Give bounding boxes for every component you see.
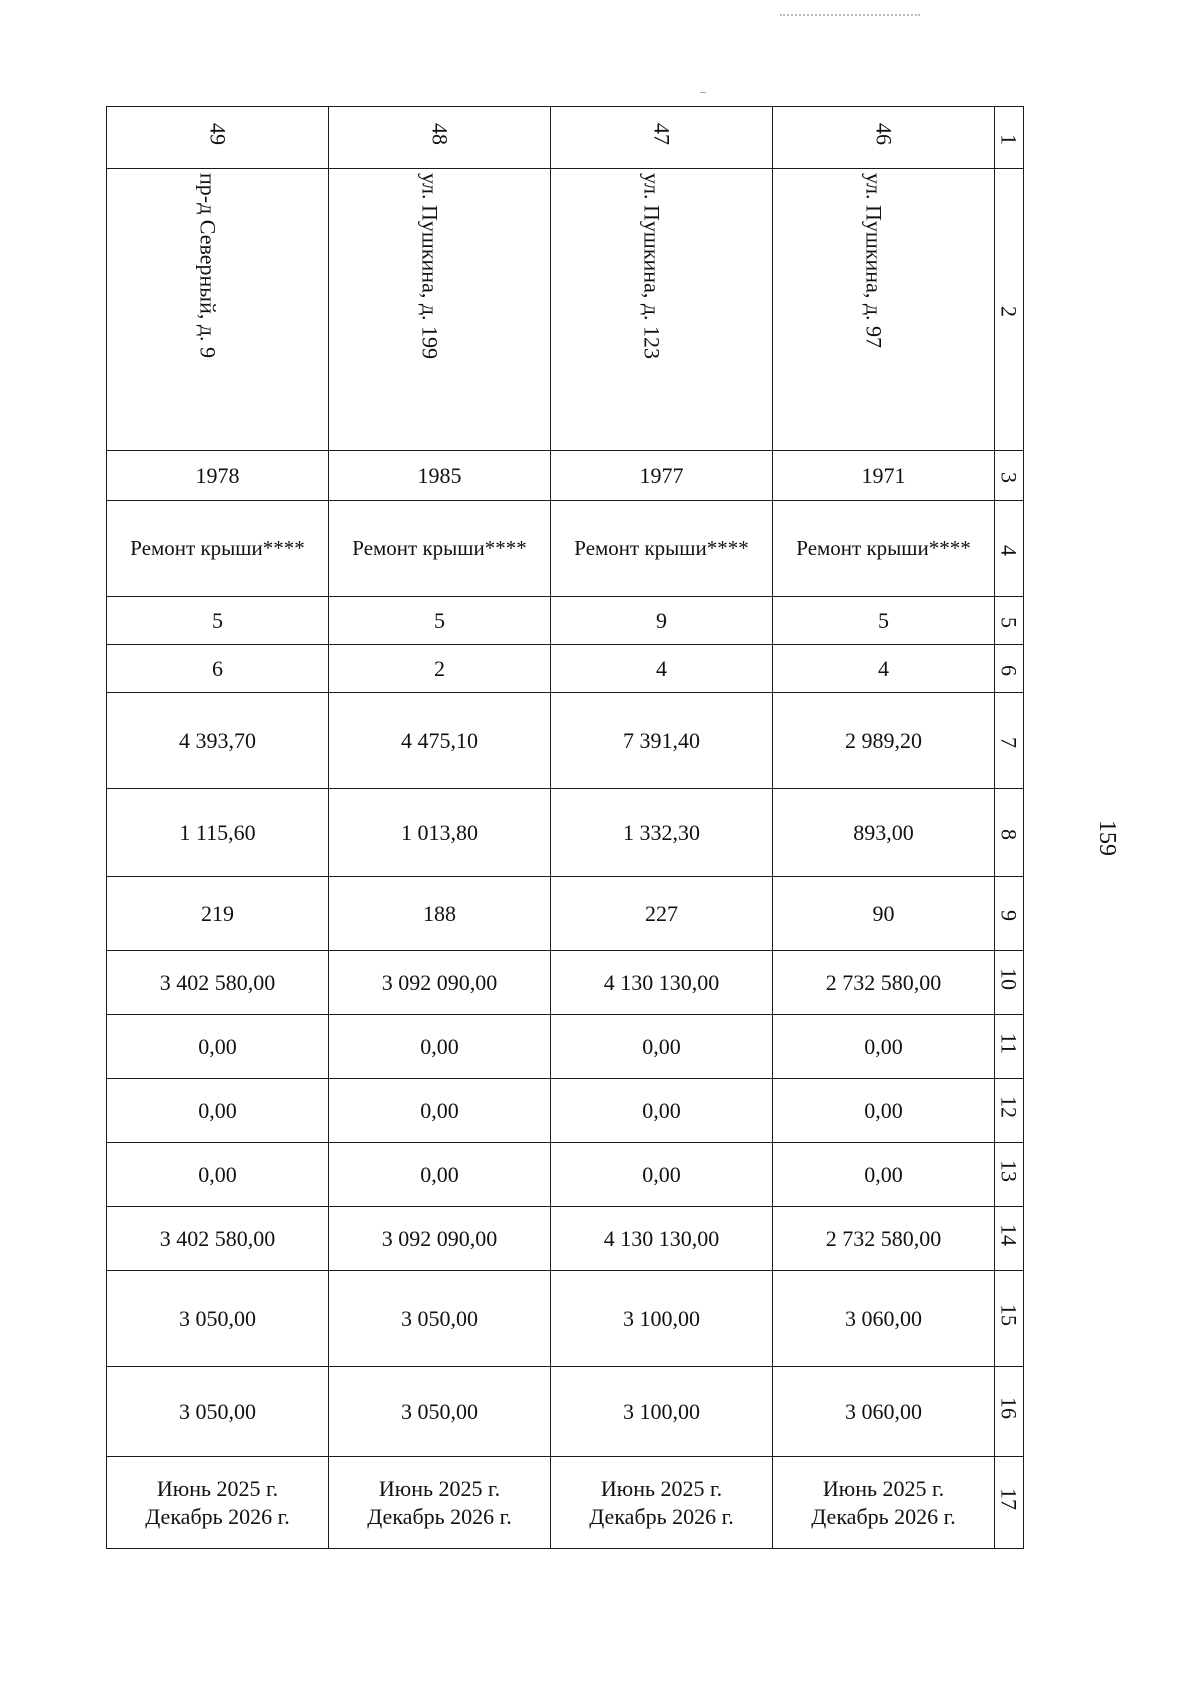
cell-value: 4 xyxy=(878,655,889,681)
cell-value: 0,00 xyxy=(420,1161,459,1187)
cell-value: 0,00 xyxy=(198,1097,237,1123)
table-cell xyxy=(107,693,329,789)
cell-value: 2 732 580,00 xyxy=(825,969,942,995)
cell-value: 5 xyxy=(434,607,445,633)
table-cell xyxy=(107,1207,329,1271)
column-number: 16 xyxy=(996,1397,1022,1420)
cell-value: 5 xyxy=(878,607,889,633)
cell-value: 2 xyxy=(434,655,445,681)
cell-value: 3 092 090,00 xyxy=(381,969,498,995)
cell-value: 4 393,70 xyxy=(179,727,256,753)
column-number: 9 xyxy=(996,909,1022,921)
cell-value: 1971 xyxy=(861,462,906,488)
table-row xyxy=(107,693,1024,789)
table-cell xyxy=(107,1143,329,1207)
table-cell xyxy=(773,1143,995,1207)
cell-value: 3 050,00 xyxy=(179,1305,256,1331)
table-cell xyxy=(551,597,773,645)
column-number: 1 xyxy=(996,133,1022,145)
column-number: 14 xyxy=(996,1224,1022,1247)
column-number-cell xyxy=(995,451,1024,501)
cell-value: 0,00 xyxy=(420,1033,459,1059)
table-cell xyxy=(551,877,773,951)
table-cell xyxy=(551,789,773,877)
table-cell xyxy=(551,169,773,451)
table-cell xyxy=(329,1367,551,1457)
start-date: Июнь 2025 г. xyxy=(822,1476,945,1501)
cell-value: 3 100,00 xyxy=(623,1305,700,1331)
table-row xyxy=(107,1079,1024,1143)
table-cell xyxy=(551,645,773,693)
column-number: 5 xyxy=(996,616,1022,628)
cell-value: 3 050,00 xyxy=(179,1398,256,1424)
cell-value: 3 050,00 xyxy=(401,1305,478,1331)
table-cell xyxy=(329,877,551,951)
end-date: Декабрь 2026 г. xyxy=(811,1503,956,1529)
table-cell xyxy=(551,451,773,501)
table-row xyxy=(107,501,1024,597)
cell-value: 1977 xyxy=(639,462,684,488)
column-number-cell xyxy=(995,1143,1024,1207)
column-number: 3 xyxy=(996,471,1022,483)
cell-value: 4 130 130,00 xyxy=(603,969,720,995)
table-cell xyxy=(107,645,329,693)
column-number: 15 xyxy=(996,1304,1022,1327)
cell-value: 9 xyxy=(656,607,667,633)
cell-value: 5 xyxy=(212,607,223,633)
table-cell xyxy=(773,1015,995,1079)
cell-value: 0,00 xyxy=(420,1097,459,1123)
column-number-cell xyxy=(995,1015,1024,1079)
end-date: Декабрь 2026 г. xyxy=(589,1503,734,1529)
table-cell xyxy=(773,877,995,951)
column-number-cell xyxy=(995,169,1024,451)
table-row xyxy=(107,1207,1024,1271)
address: ул. Пушкина, д. 123 xyxy=(639,173,665,360)
cell-value: 0,00 xyxy=(642,1161,681,1187)
table-cell xyxy=(773,1079,995,1143)
table-cell xyxy=(773,107,995,169)
table-cell xyxy=(329,169,551,451)
table-cell xyxy=(773,1271,995,1367)
column-number: 4 xyxy=(996,544,1022,556)
table-cell xyxy=(773,1207,995,1271)
column-number-cell xyxy=(995,597,1024,645)
cell-value: 1 013,80 xyxy=(401,819,478,845)
table-cell xyxy=(107,1457,329,1549)
cell-value: 0,00 xyxy=(642,1097,681,1123)
table-cell xyxy=(551,693,773,789)
start-date: Июнь 2025 г. xyxy=(378,1476,501,1501)
cell-value: 0,00 xyxy=(642,1033,681,1059)
address: пр-д Северный, д. 9 xyxy=(195,173,221,359)
cell-value: 3 402 580,00 xyxy=(159,1225,276,1251)
column-number: 11 xyxy=(996,1032,1022,1054)
table-cell xyxy=(773,501,995,597)
column-number-cell xyxy=(995,1367,1024,1457)
column-number: 2 xyxy=(996,305,1022,317)
cell-value: 3 100,00 xyxy=(623,1398,700,1424)
cell-value: 2 732 580,00 xyxy=(825,1225,942,1251)
column-number: 17 xyxy=(996,1488,1022,1511)
column-number-cell xyxy=(995,1457,1024,1549)
table-cell xyxy=(551,1271,773,1367)
end-date: Декабрь 2026 г. xyxy=(145,1503,290,1529)
table-cell xyxy=(329,451,551,501)
column-number: 7 xyxy=(996,736,1022,748)
column-number-cell xyxy=(995,1207,1024,1271)
table-row xyxy=(107,951,1024,1015)
table-cell xyxy=(329,1079,551,1143)
cell-value: 0,00 xyxy=(864,1033,903,1059)
table-cell xyxy=(329,501,551,597)
cell-value: 893,00 xyxy=(853,819,914,845)
table-row xyxy=(107,645,1024,693)
column-number-cell xyxy=(995,1079,1024,1143)
data-table xyxy=(106,106,1024,1549)
table-row xyxy=(107,1143,1024,1207)
table-row xyxy=(107,169,1024,451)
table-row xyxy=(107,789,1024,877)
cell-value: 2 989,20 xyxy=(845,727,922,753)
table-cell xyxy=(107,1271,329,1367)
start-date: Июнь 2025 г. xyxy=(600,1476,723,1501)
end-date: Декабрь 2026 г. xyxy=(367,1503,512,1529)
cell-value: 90 xyxy=(872,900,895,926)
table-cell xyxy=(107,789,329,877)
column-number-cell xyxy=(995,501,1024,597)
cell-value: 188 xyxy=(423,900,456,926)
table-cell xyxy=(551,1079,773,1143)
column-number: 12 xyxy=(996,1096,1022,1119)
table-cell xyxy=(329,597,551,645)
table-cell xyxy=(551,1457,773,1549)
table-cell xyxy=(329,951,551,1015)
table-cell xyxy=(329,1457,551,1549)
column-number-cell xyxy=(995,877,1024,951)
table-cell xyxy=(773,645,995,693)
table-cell xyxy=(551,951,773,1015)
cell-value: 1985 xyxy=(417,462,462,488)
scan-artifact xyxy=(700,92,706,93)
page-number: 159 xyxy=(1094,820,1120,856)
column-number-cell xyxy=(995,693,1024,789)
table-cell xyxy=(773,169,995,451)
table-cell xyxy=(107,877,329,951)
table-cell xyxy=(551,1367,773,1457)
row-number: 46 xyxy=(871,123,897,146)
row-number: 47 xyxy=(649,123,675,146)
row-number: 48 xyxy=(427,123,453,146)
column-number: 8 xyxy=(996,828,1022,840)
table-cell xyxy=(551,107,773,169)
cell-value: 4 130 130,00 xyxy=(603,1225,720,1251)
cell-value: 3 050,00 xyxy=(401,1398,478,1424)
column-number-cell xyxy=(995,1271,1024,1367)
repair-schedule-table xyxy=(106,106,1024,1549)
table-cell xyxy=(551,1143,773,1207)
table-cell xyxy=(107,1015,329,1079)
table-cell xyxy=(551,1015,773,1079)
table-cell xyxy=(773,597,995,645)
column-number: 13 xyxy=(996,1160,1022,1183)
table-row xyxy=(107,1271,1024,1367)
cell-value: Ремонт крыши**** xyxy=(130,536,305,561)
table-cell xyxy=(329,1143,551,1207)
table-cell xyxy=(107,1079,329,1143)
cell-value: 3 402 580,00 xyxy=(159,969,276,995)
table-cell xyxy=(773,1367,995,1457)
table-cell xyxy=(329,107,551,169)
cell-value: 6 xyxy=(212,655,223,681)
table-cell xyxy=(773,951,995,1015)
cell-value: 0,00 xyxy=(864,1161,903,1187)
cell-value: Ремонт крыши**** xyxy=(796,536,971,561)
cell-value: 227 xyxy=(645,900,678,926)
column-number: 6 xyxy=(996,664,1022,676)
table-cell xyxy=(329,789,551,877)
table-cell xyxy=(329,693,551,789)
table-cell xyxy=(329,645,551,693)
table-cell xyxy=(773,451,995,501)
column-number-cell xyxy=(995,107,1024,169)
cell-value: 1 332,30 xyxy=(623,819,700,845)
start-date: Июнь 2025 г. xyxy=(156,1476,279,1501)
table-cell xyxy=(107,451,329,501)
table-cell xyxy=(329,1207,551,1271)
table-row xyxy=(107,107,1024,169)
table-row xyxy=(107,597,1024,645)
cell-value: 4 475,10 xyxy=(401,727,478,753)
cell-value: 219 xyxy=(201,900,234,926)
cell-value: 3 092 090,00 xyxy=(381,1225,498,1251)
cell-value: 1 115,60 xyxy=(179,819,256,845)
cell-value: 4 xyxy=(656,655,667,681)
table-cell xyxy=(551,1207,773,1271)
table-cell xyxy=(329,1015,551,1079)
table-row xyxy=(107,1367,1024,1457)
cell-value: 3 060,00 xyxy=(845,1305,922,1331)
cell-value: 0,00 xyxy=(864,1097,903,1123)
address: ул. Пушкина, д. 97 xyxy=(861,173,887,349)
address: ул. Пушкина, д. 199 xyxy=(417,173,443,360)
column-number: 10 xyxy=(996,968,1022,991)
table-cell xyxy=(107,1367,329,1457)
table-cell xyxy=(107,597,329,645)
table-row xyxy=(107,1457,1024,1549)
table-cell xyxy=(773,789,995,877)
cell-value: Ремонт крыши**** xyxy=(352,536,527,561)
table-cell xyxy=(107,169,329,451)
table-row xyxy=(107,877,1024,951)
cell-value: 7 391,40 xyxy=(623,727,700,753)
table-cell xyxy=(773,693,995,789)
column-number-cell xyxy=(995,645,1024,693)
table-row xyxy=(107,1015,1024,1079)
scan-artifact xyxy=(780,14,920,18)
column-number-cell xyxy=(995,789,1024,877)
table-cell xyxy=(107,951,329,1015)
table-cell xyxy=(329,1271,551,1367)
table-row xyxy=(107,451,1024,501)
cell-value: 0,00 xyxy=(198,1033,237,1059)
table-cell xyxy=(551,501,773,597)
cell-value: 3 060,00 xyxy=(845,1398,922,1424)
table-cell xyxy=(773,1457,995,1549)
cell-value: 0,00 xyxy=(198,1161,237,1187)
table-cell xyxy=(107,501,329,597)
cell-value: 1978 xyxy=(195,462,240,488)
row-number: 49 xyxy=(205,123,231,146)
cell-value: Ремонт крыши**** xyxy=(574,536,749,561)
column-number-cell xyxy=(995,951,1024,1015)
table-cell xyxy=(107,107,329,169)
